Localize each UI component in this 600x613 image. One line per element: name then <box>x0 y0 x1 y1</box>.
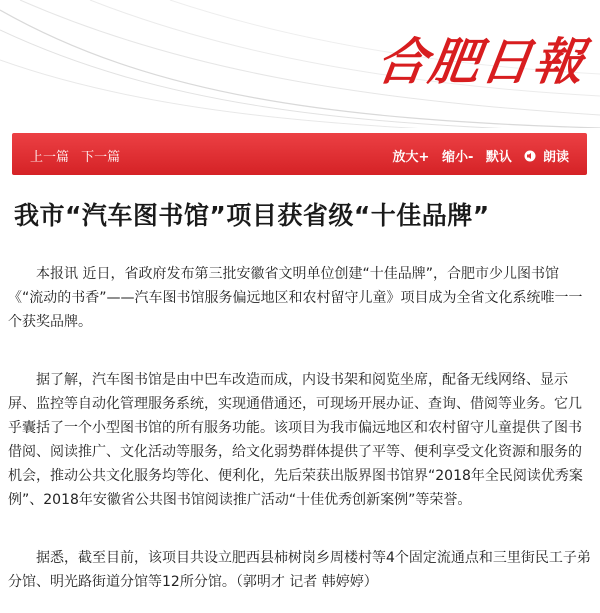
font-size-controls <box>385 146 569 165</box>
article-paragraph: 本报讯 近日，省政府发布第三批安徽省文明单位创建“十佳品牌”，合肥市少儿图书馆《“流动的书香”——汽车图书馆服务偏远地区和农村留守儿童》项目成为全省文化系统唯一一个获奖品牌。 <box>8 266 583 330</box>
prev-article-link[interactable]: 上一篇 <box>30 150 70 165</box>
article-nav <box>30 146 128 165</box>
article-paragraph: 据了解，汽车图书馆是由中巴车改造而成，内设书架和阅览坐席，配备无线网络、显示屏、监控等自动化管理服务系统，实现通借通还，可现场开展办证、查询、借阅等业务。它几乎囊括了一个小型图书馆的所有服务功能。该项目为我市偏远地区和农村留守儿童提供了图书借阅、阅读推广、文化活动等服务，给文化弱势群体提供了平等、便利享受文化资源和服务的机会，推动公共文化服务均等化、便利化，先后荣获出版界图书馆界“2018年全民阅读优秀案例”、2018年安徽省公共图书馆阅读推广活动“十佳优秀创新案例”等荣誉。 <box>8 372 583 508</box>
newspaper-logo: 合肥日報 <box>373 32 590 91</box>
speaker-icon[interactable] <box>524 150 536 165</box>
zoom-in-button[interactable]: 放大+ <box>392 150 430 165</box>
article-title: 我市“汽车图书馆”项目获省级“十佳品牌” <box>14 201 490 230</box>
zoom-out-button[interactable]: 缩小- <box>441 150 474 165</box>
article-paragraph: 据悉，截至目前，该项目共设立肥西县柿树岗乡周楼村等4个固定流通点和三里街民工子弟分馆、明光路街道分馆等12所分馆。（郭明才 记者 韩婷婷） <box>8 550 591 590</box>
read-aloud-button[interactable]: 朗读 <box>542 150 569 165</box>
default-size-button[interactable]: 默认 <box>485 150 512 165</box>
next-article-link[interactable]: 下一篇 <box>81 150 121 165</box>
masthead <box>0 0 600 128</box>
article-toolbar <box>12 133 587 175</box>
